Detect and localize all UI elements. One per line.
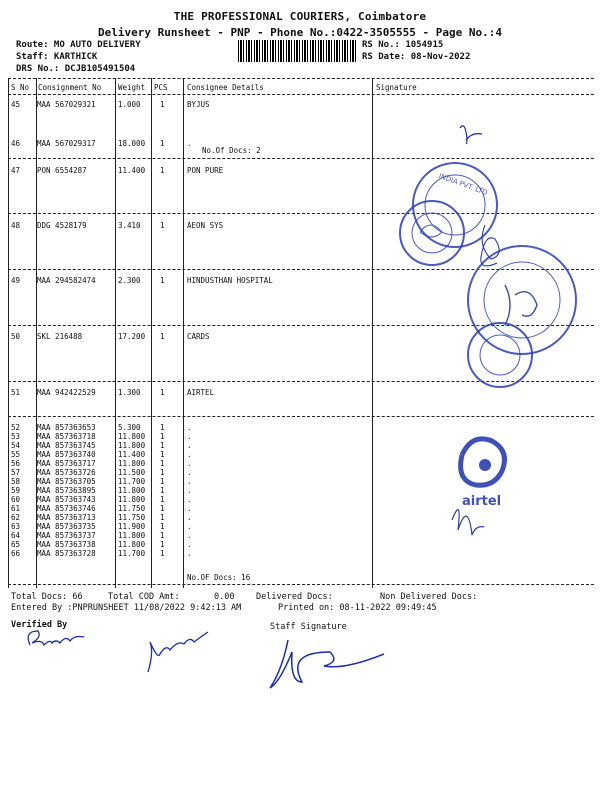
- runsheet-subtitle: Delivery Runsheet - PNP - Phone No.:0422-3505555 - Page No.:4: [98, 26, 502, 39]
- cell-weight: 11.500: [118, 468, 146, 477]
- cell-sno: 54: [11, 441, 21, 450]
- cell-pcs: 1: [160, 486, 165, 495]
- total-cod-value: 0.00: [214, 592, 235, 602]
- cell-consignee: .: [187, 522, 192, 531]
- cell-pcs: 1: [160, 221, 165, 230]
- cell-cno: MAA 857363718: [37, 432, 96, 441]
- col-header-sno: S No: [11, 83, 30, 92]
- cell-weight: 11.900: [118, 522, 146, 531]
- cell-sno: 45: [11, 100, 21, 109]
- cell-sno: 53: [11, 432, 21, 441]
- cards-stamp: [468, 323, 532, 387]
- cell-sno: 51: [11, 388, 21, 397]
- cell-pcs: 1: [160, 504, 165, 513]
- cell-consignee: .: [187, 495, 192, 504]
- cell-sno: 49: [11, 276, 21, 285]
- cell-cno: DDG 4528179: [37, 221, 87, 230]
- cell-weight: 11.750: [118, 513, 146, 522]
- cell-consignee: .: [187, 531, 192, 540]
- cell-consignee: .: [187, 513, 192, 522]
- cell-pcs: 1: [160, 459, 165, 468]
- staff-signature-label: Staff Signature: [270, 622, 347, 632]
- cell-pcs: 1: [160, 100, 165, 109]
- cell-pcs: 1: [160, 432, 165, 441]
- cell-cno: MAA 294582474: [37, 276, 96, 285]
- col-header-pcs: PCS: [154, 83, 168, 92]
- svg-text:INDIA PVT. LTD: INDIA PVT. LTD: [437, 172, 489, 198]
- docs-count-note: No.OF Docs: 16: [187, 573, 251, 582]
- cell-consignee: .: [187, 540, 192, 549]
- cell-weight: 11.400: [118, 166, 146, 175]
- cell-cno: MAA 857363743: [37, 495, 96, 504]
- cell-weight: 11.400: [118, 450, 146, 459]
- cell-pcs: 1: [160, 531, 165, 540]
- cell-consignee: .: [187, 432, 192, 441]
- cell-consignee: HINDUSTHAN HOSPITAL: [187, 276, 273, 285]
- cell-sno: 59: [11, 486, 21, 495]
- cell-sno: 63: [11, 522, 21, 531]
- cell-weight: 11.800: [118, 432, 146, 441]
- cell-cno: MAA 857363728: [37, 549, 96, 558]
- cell-sno: 52: [11, 423, 21, 432]
- cell-pcs: 1: [160, 450, 165, 459]
- docs-count-note: No.Of Docs: 2: [202, 146, 261, 155]
- cell-pcs: 1: [160, 388, 165, 397]
- cell-consignee: .: [187, 486, 192, 495]
- cell-consignee: .: [187, 477, 192, 486]
- cell-sno: 47: [11, 166, 21, 175]
- entered-by: Entered By :PNPRUNSHEET 11/08/2022 9:42:13 AM: [11, 603, 242, 613]
- cell-weight: 11.700: [118, 477, 146, 486]
- company-stamp: [400, 201, 464, 265]
- cell-sno: 56: [11, 459, 21, 468]
- cell-weight: 1.000: [118, 100, 141, 109]
- runsheet-title: THE PROFESSIONAL COURIERS, Coimbatore: [173, 10, 427, 23]
- staff-label: Staff: KARTHICK: [16, 52, 98, 62]
- cell-sno: 61: [11, 504, 21, 513]
- cell-pcs: 1: [160, 441, 165, 450]
- drs-label: DRS No.: DCJB105491504: [16, 64, 136, 74]
- cell-cno: MAA 857363745: [37, 441, 96, 450]
- printed-on: Printed on: 08-11-2022 09:49:45: [278, 603, 437, 613]
- cell-weight: 5.300: [118, 423, 141, 432]
- cell-weight: 11.800: [118, 495, 146, 504]
- cell-sno: 64: [11, 531, 21, 540]
- cell-sno: 57: [11, 468, 21, 477]
- col-header-signature: Signature: [376, 83, 417, 92]
- cell-weight: 11.800: [118, 486, 146, 495]
- total-docs: Total Docs: 66: [11, 592, 83, 602]
- cell-cno: MAA 857363735: [37, 522, 96, 531]
- cell-cno: MAA 857363746: [37, 504, 96, 513]
- cell-weight: 11.800: [118, 531, 146, 540]
- cell-cno: MAA 567029321: [37, 100, 96, 109]
- cell-cno: MAA 942422529: [37, 388, 96, 397]
- cell-cno: MAA 857363895: [37, 486, 96, 495]
- cell-cno: MAA 857363705: [37, 477, 96, 486]
- cell-cno: MAA 857363737: [37, 531, 96, 540]
- cell-pcs: 1: [160, 495, 165, 504]
- cell-weight: 11.800: [118, 459, 146, 468]
- cell-consignee: BYJUS: [187, 100, 210, 109]
- cell-weight: 11.800: [118, 441, 146, 450]
- cell-cno: MAA 857363653: [37, 423, 96, 432]
- cell-sno: 50: [11, 332, 21, 341]
- cell-consignee: CARDS: [187, 332, 210, 341]
- cell-pcs: 1: [160, 522, 165, 531]
- rs-number: RS No.: 1054915: [362, 40, 444, 50]
- cell-consignee: PON PURE: [187, 166, 224, 175]
- cell-cno: PON 6554287: [37, 166, 87, 175]
- col-header-consignment: Consignment No: [38, 83, 102, 92]
- cell-cno: MAA 857363740: [37, 450, 96, 459]
- verifier-signature: [28, 631, 84, 645]
- cell-sno: 65: [11, 540, 21, 549]
- cell-pcs: 1: [160, 139, 165, 148]
- cell-consignee: .: [187, 459, 192, 468]
- cell-consignee: .: [187, 139, 192, 148]
- cell-consignee: .: [187, 441, 192, 450]
- staff-handwritten-signature-1: [148, 632, 208, 672]
- cell-pcs: 1: [160, 468, 165, 477]
- cell-pcs: 1: [160, 513, 165, 522]
- rs-date: RS Date: 08-Nov-2022: [362, 52, 471, 62]
- cell-cno: MAA 857363738: [37, 540, 96, 549]
- staff-signature-mark: [270, 640, 384, 688]
- cell-pcs: 1: [160, 166, 165, 175]
- cell-cno: SKL 216488: [37, 332, 83, 341]
- cell-cno: MAA 857363713: [37, 513, 96, 522]
- cell-sno: 62: [11, 513, 21, 522]
- cell-cno: MAA 857363717: [37, 459, 96, 468]
- delivered-docs: Delivered Docs:: [256, 592, 333, 602]
- cell-weight: 3.410: [118, 221, 141, 230]
- cell-consignee: .: [187, 423, 192, 432]
- cell-pcs: 1: [160, 423, 165, 432]
- cell-weight: 2.300: [118, 276, 141, 285]
- cell-consignee: .: [187, 549, 192, 558]
- airtel-logo: [452, 439, 504, 535]
- cell-sno: 48: [11, 221, 21, 230]
- cell-weight: 1.300: [118, 388, 141, 397]
- route-label: Route: MO AUTO DELIVERY: [16, 40, 141, 50]
- total-cod-label: Total COD Amt:: [108, 592, 180, 602]
- verified-by-label: Verified By: [11, 620, 68, 630]
- cell-pcs: 1: [160, 477, 165, 486]
- cell-consignee: .: [187, 468, 192, 477]
- cell-sno: 55: [11, 450, 21, 459]
- cell-weight: 11.800: [118, 540, 146, 549]
- cell-consignee: .: [187, 504, 192, 513]
- cell-weight: 11.700: [118, 549, 146, 558]
- cell-pcs: 1: [160, 549, 165, 558]
- cell-pcs: 1: [160, 276, 165, 285]
- col-header-weight: Weight: [118, 83, 146, 92]
- cell-weight: 17.200: [118, 332, 146, 341]
- col-header-consignee: Consignee Details: [187, 83, 264, 92]
- cell-sno: 60: [11, 495, 21, 504]
- cell-cno: MAA 567029317: [37, 139, 96, 148]
- cell-cno: MAA 857363726: [37, 468, 96, 477]
- svg-text:airtel: airtel: [462, 494, 502, 509]
- cell-weight: 11.750: [118, 504, 146, 513]
- hospital-stamp: [468, 246, 576, 354]
- cell-sno: 58: [11, 477, 21, 486]
- cell-consignee: .: [187, 450, 192, 459]
- cell-weight: 18.000: [118, 139, 146, 148]
- cell-pcs: 1: [160, 540, 165, 549]
- company-stamp: [413, 163, 497, 247]
- cell-consignee: AIRTEL: [187, 388, 215, 397]
- non-delivered-docs: Non Delivered Docs:: [380, 592, 478, 602]
- cell-pcs: 1: [160, 332, 165, 341]
- cell-sno: 66: [11, 549, 21, 558]
- cell-sno: 46: [11, 139, 21, 148]
- cell-consignee: AEON SYS: [187, 221, 224, 230]
